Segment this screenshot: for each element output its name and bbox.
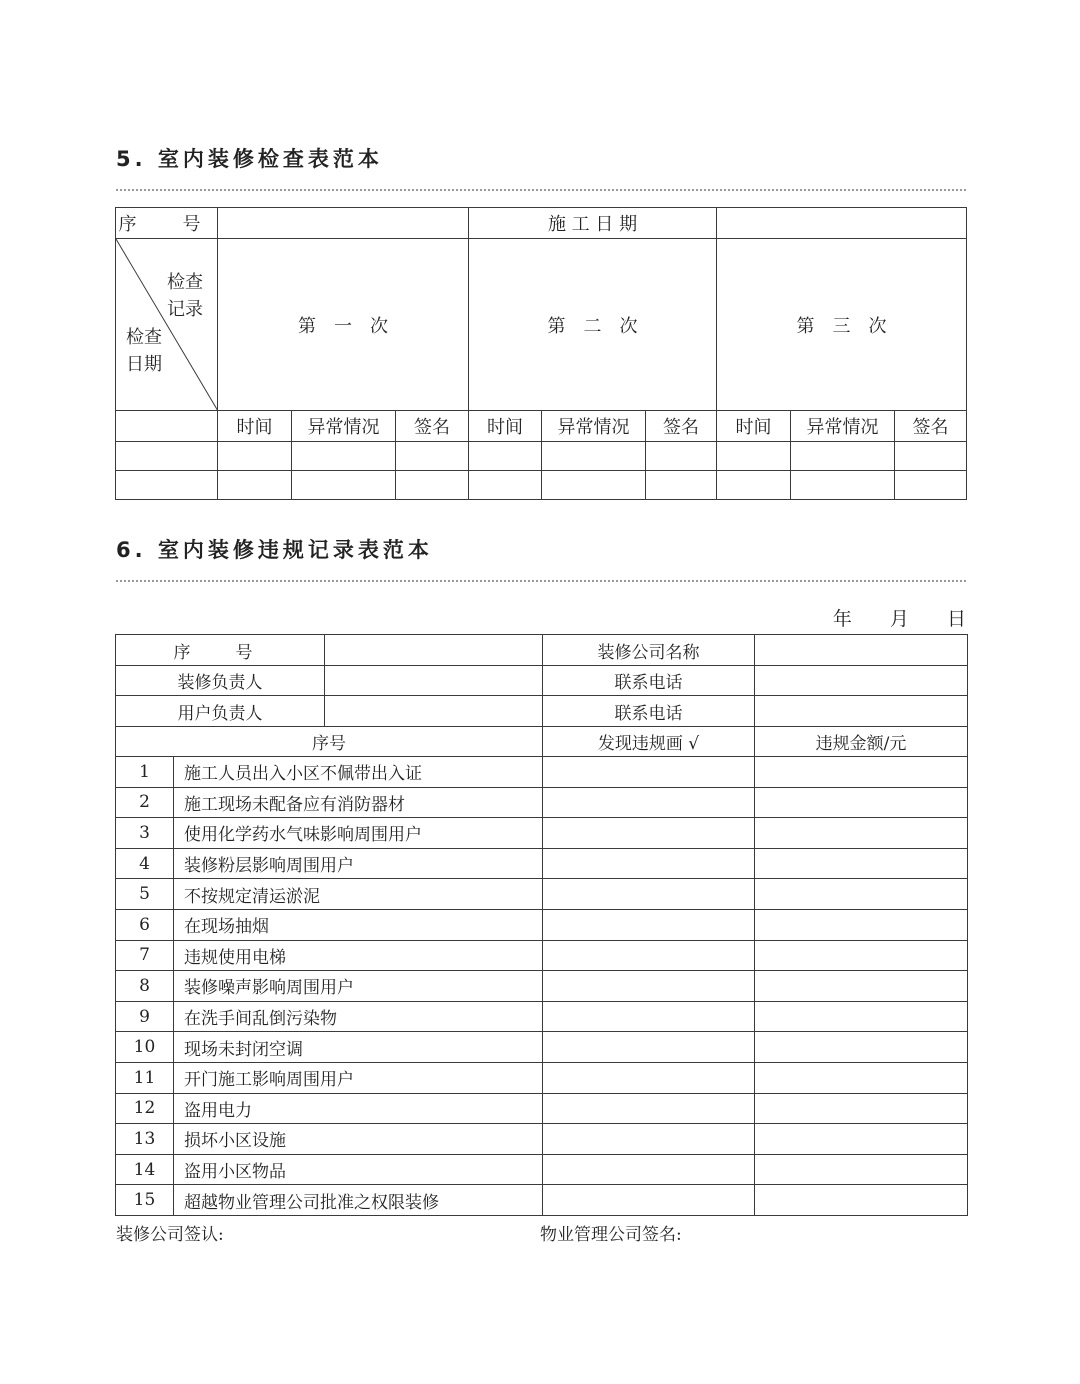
diag-top-line1: 检查 [167,272,203,293]
item-found-cell [543,818,755,849]
diagonal-top-label [167,269,203,323]
item-found-cell [543,879,755,910]
item-text: 施工现场未配备应有消防器材 [174,787,543,818]
item-number: 14 [116,1154,174,1185]
item-number: 3 [116,818,174,849]
header-amount: 违规金额/元 [755,727,968,757]
table-row [116,1124,968,1155]
item-text: 盗用小区物品 [174,1154,543,1185]
phone-label: 联系电话 [543,666,755,696]
item-number: 2 [116,787,174,818]
subcol-time: 时间 [469,411,542,442]
item-amount-cell [755,818,968,849]
item-found-cell [543,1154,755,1185]
construction-date-value [717,208,967,239]
user-manager-value [325,696,543,727]
item-amount-cell [755,1093,968,1124]
round-second: 第 二 次 [469,239,717,411]
item-amount-cell [755,971,968,1002]
item-amount-cell [755,1001,968,1032]
item-found-cell [543,848,755,879]
user-manager-label: 用户负责人 [116,696,325,727]
item-number: 13 [116,1124,174,1155]
item-text: 超越物业管理公司批准之权限装修 [174,1185,543,1216]
company-name-value [755,635,968,666]
diagonal-bottom-label [126,324,162,378]
diag-bottom-line2: 日期 [126,354,162,375]
item-text: 盗用电力 [174,1093,543,1124]
item-number: 4 [116,848,174,879]
subcol-signature: 签名 [396,411,469,442]
serial-label: 序 号 [116,208,218,239]
item-found-cell [543,1062,755,1093]
construction-date-label: 施 工 日 期 [469,208,717,239]
item-number: 5 [116,879,174,910]
item-amount-cell [755,1032,968,1063]
subcol-time: 时间 [218,411,292,442]
decor-manager-label: 装修负责人 [116,666,325,696]
item-number: 12 [116,1093,174,1124]
item-found-cell [543,1124,755,1155]
property-signature-label: 物业管理公司签名: [540,1225,682,1245]
item-number: 10 [116,1032,174,1063]
company-signature-label: 装修公司签认: [116,1225,224,1245]
item-found-cell [543,1185,755,1216]
item-amount-cell [755,787,968,818]
item-text: 在洗手间乱倒污染物 [174,1001,543,1032]
item-text: 违规使用电梯 [174,940,543,971]
table-row [116,471,967,500]
table-row [116,818,968,849]
phone-value [755,666,968,696]
item-amount-cell [755,1185,968,1216]
company-name-label: 装修公司名称 [543,635,755,666]
item-number: 9 [116,1001,174,1032]
item-amount-cell [755,879,968,910]
item-amount-cell [755,1124,968,1155]
phone-value [755,696,968,727]
item-text: 损坏小区设施 [174,1124,543,1155]
item-text: 在现场抽烟 [174,909,543,940]
table-row [116,1093,968,1124]
table-row [116,1001,968,1032]
item-found-cell [543,971,755,1002]
section5-title: 5. 室内装修检查表范本 [116,147,383,171]
item-text: 使用化学药水气味影响周围用户 [174,818,543,849]
phone-label: 联系电话 [543,696,755,727]
subcol-signature: 签名 [646,411,717,442]
item-found-cell [543,1032,755,1063]
table-row [116,940,968,971]
diag-top-line2: 记录 [167,299,203,320]
subcol-abnormal: 异常情况 [791,411,895,442]
item-found-cell [543,787,755,818]
table-row [116,1185,968,1216]
day-label: 日 [946,608,966,630]
item-found-cell [543,1001,755,1032]
table-row [116,971,968,1002]
decor-manager-value [325,666,543,696]
item-amount-cell [755,757,968,788]
subcol-abnormal: 异常情况 [542,411,646,442]
item-number: 1 [116,757,174,788]
item-amount-cell [755,1062,968,1093]
item-number: 8 [116,971,174,1002]
table-row [116,442,967,471]
item-text: 现场未封闭空调 [174,1032,543,1063]
month-label: 月 [889,608,909,630]
subcol-signature: 签名 [895,411,967,442]
subcol-abnormal: 异常情况 [292,411,396,442]
item-amount-cell [755,909,968,940]
round-first: 第 一 次 [218,239,469,411]
table-row [116,1032,968,1063]
item-number: 7 [116,940,174,971]
item-found-cell [543,940,755,971]
violation-table [115,634,968,1216]
table-row [116,1154,968,1185]
year-label: 年 [832,608,852,630]
table-row [116,787,968,818]
serial-value [218,208,469,239]
item-amount-cell [755,940,968,971]
header-serial: 序号 [116,727,543,757]
table-row [116,757,968,788]
table-row [116,879,968,910]
round-third: 第 三 次 [717,239,967,411]
item-text: 装修噪声影响周围用户 [174,971,543,1002]
item-text: 开门施工影响周围用户 [174,1062,543,1093]
header-found: 发现违规画 √ [543,727,755,757]
serial-label: 序 号 [116,635,325,666]
table-row [116,848,968,879]
section6-title: 6. 室内装修违规记录表范本 [116,538,433,562]
item-number: 6 [116,909,174,940]
item-text: 装修粉层影响周围用户 [174,848,543,879]
subcol-time: 时间 [717,411,791,442]
serial-value [325,635,543,666]
date-header [801,604,966,631]
section6-divider [116,580,966,582]
item-found-cell [543,909,755,940]
inspection-table [115,207,967,500]
item-number: 11 [116,1062,174,1093]
item-found-cell [543,757,755,788]
item-number: 15 [116,1185,174,1216]
item-text: 不按规定清运淤泥 [174,879,543,910]
subheader-blank [116,411,218,442]
table-row [116,909,968,940]
item-amount-cell [755,848,968,879]
item-text: 施工人员出入小区不佩带出入证 [174,757,543,788]
item-found-cell [543,1093,755,1124]
item-amount-cell [755,1154,968,1185]
section5-divider [116,189,966,191]
diag-bottom-line1: 检查 [126,327,162,348]
table-row [116,1062,968,1093]
diagonal-header-cell [116,239,218,411]
